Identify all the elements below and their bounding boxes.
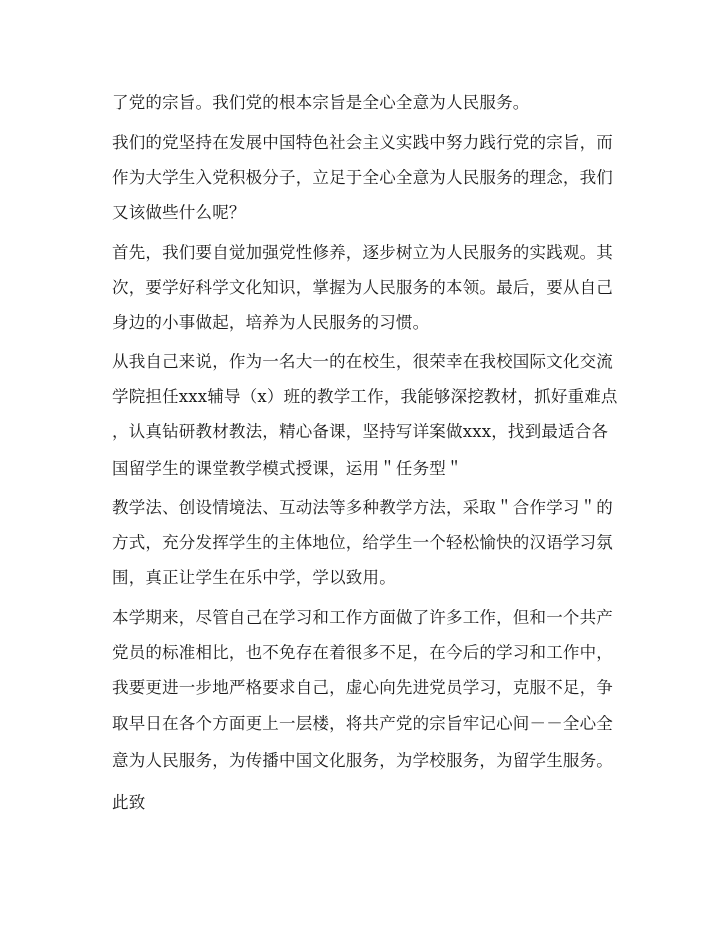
- text-line: 了党的宗旨。我们党的根本宗旨是全心全意为人民服务。: [112, 93, 530, 112]
- text-line: 方式，充分发挥学生的主体地位，给学生一个轻松愉快的汉语学习氛: [112, 533, 613, 552]
- text-line: 又该做些什么呢？: [112, 203, 246, 222]
- text-line: 意为人民服务，为传播中国文化服务，为学校服务，为留学生服务。: [112, 751, 613, 770]
- text-line: 教学法、创设情境法、互动法等多种教学方法，采取＂合作学习＂的: [112, 498, 613, 517]
- text-line: 本学期来，尽管自己在学习和工作方面做了许多工作，但和一个共产: [112, 608, 613, 627]
- text-line: 取早日在各个方面更上一层楼，将共产党的宗旨牢记心间－－全心全: [112, 714, 613, 733]
- text-line: 身边的小事做起，培养为人民服务的习惯。: [112, 313, 430, 332]
- text-line: 首先，我们要自觉加强党性修养，逐步树立为人民服务的实践观。其: [112, 243, 613, 262]
- text-line: 学院担任xxx辅导（x）班的教学工作，我能够深挖教材，抓好重难点: [112, 387, 618, 406]
- text-line: 作为大学生入党积极分子，立足于全心全意为人民服务的理念，我们: [112, 168, 613, 187]
- text-line: ，认真钻研教材教法，精心备课，坚持写详案做xxx，找到最适合各: [112, 422, 609, 441]
- text-line: 此致: [112, 793, 146, 812]
- text-line: 围，真正让学生在乐中学，学以致用。: [112, 568, 396, 587]
- text-line: 从我自己来说，作为一名大一的在校生，很荣幸在我校国际文化交流: [112, 352, 613, 371]
- text-line: 党员的标准相比，也不免存在着很多不足，在今后的学习和工作中，: [112, 643, 613, 662]
- text-line: 我们的党坚持在发展中国特色社会主义实践中努力践行党的宗旨，而: [112, 133, 613, 152]
- text-line: 次，要学好科学文化知识，掌握为人民服务的本领。最后，要从自己: [112, 278, 613, 297]
- text-line: 我要更进一步地严格要求自己，虚心向先进党员学习，克服不足，争: [112, 678, 613, 697]
- text-line: 国留学生的课堂教学模式授课，运用＂任务型＂: [112, 459, 463, 478]
